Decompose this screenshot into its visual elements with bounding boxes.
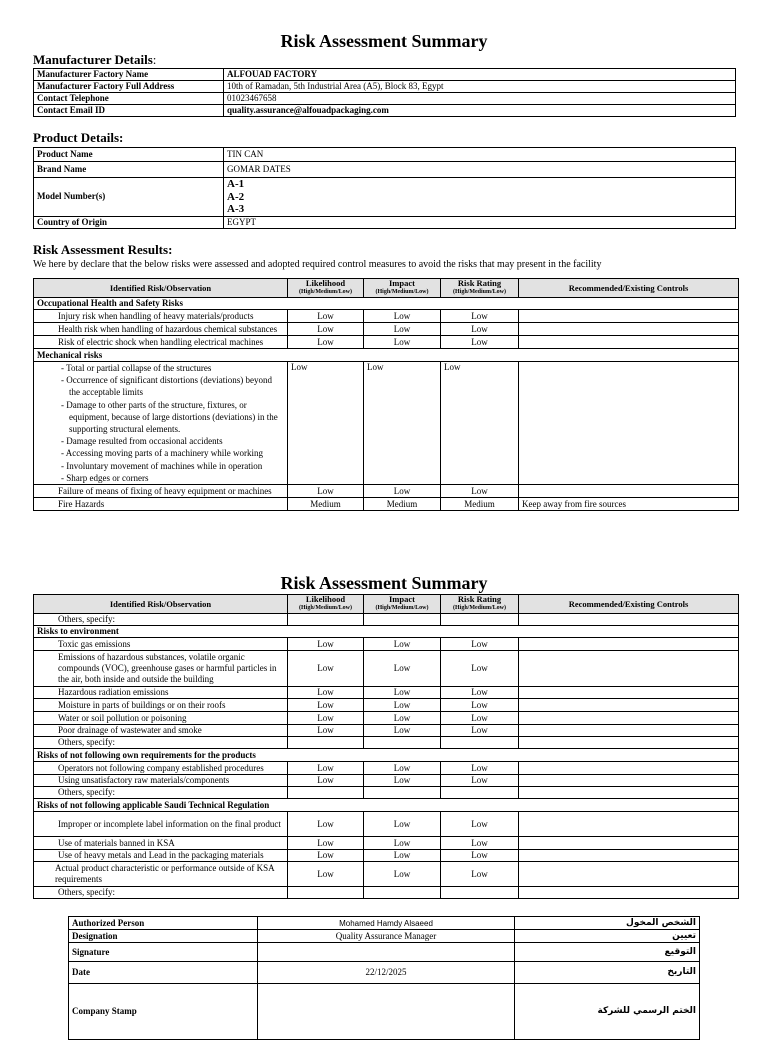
date-value: 22/12/2025 bbox=[258, 962, 515, 984]
category-row: Occupational Health and Safety Risks bbox=[34, 298, 739, 310]
field-label: Contact Telephone bbox=[34, 93, 224, 105]
manufacturer-row bbox=[34, 81, 736, 93]
field-value: GOMAR DATES bbox=[224, 162, 736, 178]
table-row: Water or soil pollution or poisoning Low Low Low bbox=[34, 712, 739, 725]
table-row: Using unsatisfactory raw materials/components Low Low Low bbox=[34, 775, 739, 787]
table-row: Fire Hazards Medium Medium Medium Keep away from fire sources bbox=[34, 498, 739, 511]
page-title-2: Risk Assessment Summary bbox=[280, 573, 488, 593]
product-row bbox=[34, 178, 736, 217]
field-label: Manufacturer Factory Full Address bbox=[34, 81, 224, 93]
manufacturer-table bbox=[33, 68, 736, 117]
others-row: Others, specify: bbox=[34, 887, 739, 899]
table-row: Emissions of hazardous substances, volatile organic compounds (VOC), greenhouse gases or harmful particles in the air, both inside and outside the building Low Low Low bbox=[34, 651, 739, 687]
field-value: ALFOUAD FACTORY bbox=[224, 69, 736, 81]
category-row: Risks of not following applicable Saudi Technical Regulation bbox=[34, 799, 739, 812]
list-item: - Occurrence of significant distortions (deviations) beyond the acceptable limits bbox=[61, 374, 284, 398]
manufacturer-row bbox=[34, 105, 736, 117]
field-value: quality.assurance@alfouadpackaging.com bbox=[224, 105, 736, 117]
risk-table-1 bbox=[33, 278, 739, 511]
others-row: Others, specify: bbox=[34, 737, 739, 749]
field-label: Manufacturer Factory Name bbox=[34, 69, 224, 81]
table-row: Health risk when handling of hazardous chemical substances Low Low Low bbox=[34, 323, 739, 336]
controls-column-header: Recommended/Existing Controls bbox=[519, 595, 739, 614]
field-label: Contact Email ID bbox=[34, 105, 224, 117]
field-value: EGYPT bbox=[224, 216, 736, 228]
likelihood-column-header: Likelihood (High/Medium/Low) bbox=[288, 279, 364, 298]
model-number: A-3 bbox=[227, 203, 245, 215]
manufacturer-row bbox=[34, 93, 736, 105]
category-row: Risks to environment bbox=[34, 626, 739, 638]
list-item: - Sharp edges or corners bbox=[61, 472, 284, 484]
mechanical-risk-list bbox=[34, 362, 288, 485]
results-heading: Risk Assessment Results: bbox=[33, 242, 173, 257]
list-item: - Damage resulted from occasional accidents bbox=[61, 435, 284, 447]
signoff-table bbox=[68, 916, 700, 1040]
category-row: Mechanical risks bbox=[34, 349, 739, 362]
table-header-row bbox=[34, 595, 739, 614]
table-row: Hazardous radiation emissions Low Low Low bbox=[34, 687, 739, 699]
table-row: Failure of means of fixing of heavy equipment or machines Low Low Low bbox=[34, 485, 739, 498]
signoff-row: Company Stamp الختم الرسمي للشركة bbox=[69, 984, 700, 1040]
table-row: Injury risk when handling of heavy materials/products Low Low Low bbox=[34, 310, 739, 323]
list-item: - Damage to other parts of the structure, fixtures, or equipment, because of large distortions (deviations) in the supporting structural elements. bbox=[61, 399, 284, 436]
table-row: Poor drainage of wastewater and smoke Low Low Low bbox=[34, 725, 739, 737]
field-value: 01023467658 bbox=[224, 93, 736, 105]
product-row bbox=[34, 148, 736, 162]
risk-table-2 bbox=[33, 594, 739, 899]
table-row: Toxic gas emissions Low Low Low bbox=[34, 638, 739, 651]
field-value: TIN CAN bbox=[224, 148, 736, 162]
table-row: Actual product characteristic or performance outside of KSA requirements Low Low Low bbox=[34, 862, 739, 887]
model-numbers bbox=[224, 178, 736, 217]
field-label: Country of Origin bbox=[34, 216, 224, 228]
controls-column-header: Recommended/Existing Controls bbox=[519, 279, 739, 298]
model-number: A-1 bbox=[227, 178, 245, 190]
list-item: - Total or partial collapse of the structures bbox=[61, 362, 284, 374]
signoff-row: Signature التوقيع bbox=[69, 943, 700, 962]
risk-column-header: Identified Risk/Observation bbox=[34, 595, 288, 614]
declaration-text: We here by declare that the below risks were assessed and adopted required control measures to avoid the risks that may present in the facility bbox=[33, 259, 602, 270]
authorized-person-value: Mohamed Hamdy Alsaeed bbox=[258, 917, 515, 930]
impact-column-header: Impact (High/Medium/Low) bbox=[364, 279, 441, 298]
designation-value: Quality Assurance Manager bbox=[258, 930, 515, 943]
others-row: Others, specify: bbox=[34, 614, 739, 626]
table-row: - Total or partial collapse of the structures - Occurrence of significant distortions (deviations) beyond the acceptable limits - Damage to other parts of the structure, fixtures, or equipment, because of large distortions (deviations) in the supporting structural elements. - Damage resulted from occasional accidents - Accessing moving parts of a machinery while working - Involuntary movement of machines while in operation - Sharp edges or corners Low Low Low bbox=[34, 362, 739, 485]
list-item: - Accessing moving parts of a machinery while working bbox=[61, 447, 284, 459]
table-row: Improper or incomplete label information on the final product Low Low Low bbox=[34, 812, 739, 837]
signoff-row: Date 22/12/2025 التاريخ bbox=[69, 962, 700, 984]
list-item: - Involuntary movement of machines while in operation bbox=[61, 460, 284, 472]
field-label: Model Number(s) bbox=[34, 178, 224, 217]
table-row: Use of materials banned in KSA Low Low Low bbox=[34, 837, 739, 850]
likelihood-column-header: Likelihood (High/Medium/Low) bbox=[288, 595, 364, 614]
product-row bbox=[34, 216, 736, 228]
table-row: Moisture in parts of buildings or on their roofs Low Low Low bbox=[34, 699, 739, 712]
product-heading: Product Details: bbox=[33, 130, 124, 145]
page-title: Risk Assessment Summary bbox=[280, 31, 488, 51]
product-table bbox=[33, 147, 736, 229]
risk-column-header: Identified Risk/Observation bbox=[34, 279, 288, 298]
field-value: 10th of Ramadan, 5th Industrial Area (A5), Block 83, Egypt bbox=[224, 81, 736, 93]
field-label: Brand Name bbox=[34, 162, 224, 178]
category-row: Risks of not following own requirements for the products bbox=[34, 749, 739, 762]
signature-field bbox=[258, 943, 515, 962]
field-label: Product Name bbox=[34, 148, 224, 162]
rating-column-header: Risk Rating (High/Medium/Low) bbox=[441, 279, 519, 298]
company-stamp-field bbox=[258, 984, 515, 1040]
table-row: Operators not following company established procedures Low Low Low bbox=[34, 762, 739, 775]
table-row: Use of heavy metals and Lead in the packaging materials Low Low Low bbox=[34, 850, 739, 862]
signoff-row: Designation Quality Assurance Manager تعيين bbox=[69, 930, 700, 943]
table-row: Risk of electric shock when handling electrical machines Low Low Low bbox=[34, 336, 739, 349]
table-header-row bbox=[34, 279, 739, 298]
others-row: Others, specify: bbox=[34, 787, 739, 799]
signoff-row: Authorized Person Mohamed Hamdy Alsaeed الشخص المخول bbox=[69, 917, 700, 930]
product-row bbox=[34, 162, 736, 178]
manufacturer-row bbox=[34, 69, 736, 81]
impact-column-header: Impact (High/Medium/Low) bbox=[364, 595, 441, 614]
model-number: A-2 bbox=[227, 190, 245, 203]
rating-column-header: Risk Rating (High/Medium/Low) bbox=[441, 595, 519, 614]
manufacturer-heading: Manufacturer Details: bbox=[33, 52, 157, 67]
